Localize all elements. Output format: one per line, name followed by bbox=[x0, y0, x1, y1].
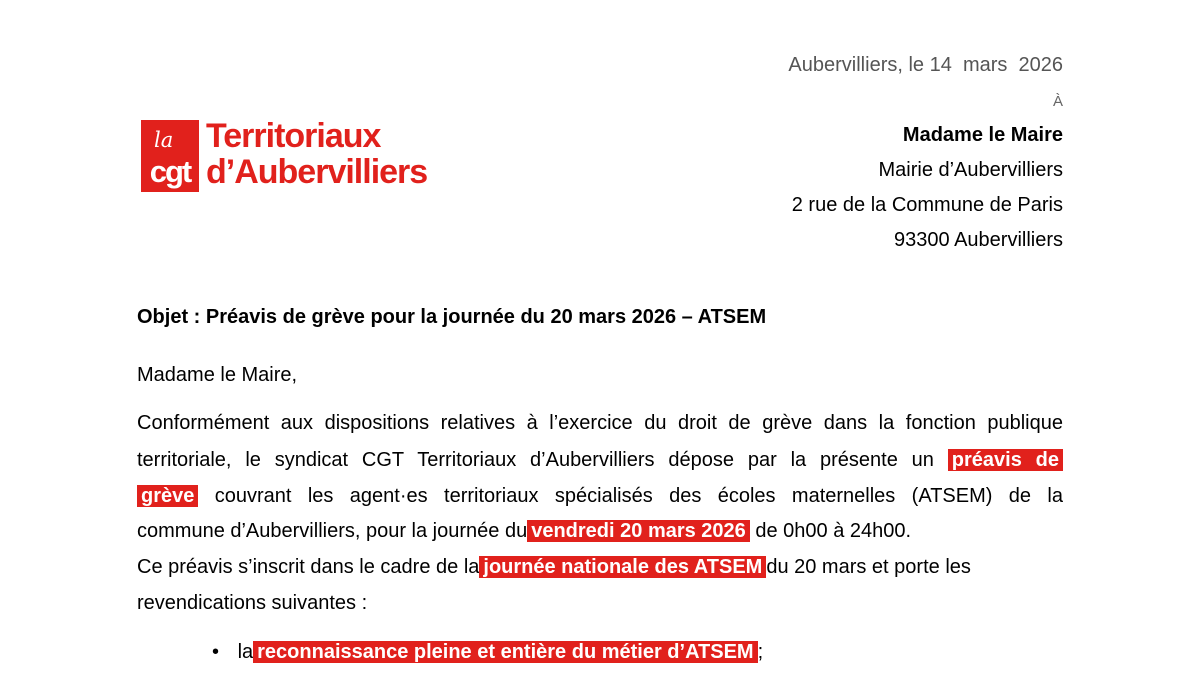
text-run: couvrant les agent·es territoriaux spécialisés des écoles maternelles (ATSEM) de la bbox=[214, 485, 1063, 507]
paragraph-line-3 bbox=[137, 485, 1063, 508]
cgt-badge bbox=[141, 120, 199, 192]
text-run: territoriale, le syndicat CGT Territoriaux d’Aubervilliers dépose par la présente un bbox=[137, 449, 934, 471]
text-run: Ce préavis s’inscrit dans le cadre de la bbox=[137, 556, 480, 578]
cgt-badge-cgt: cgt bbox=[149, 154, 191, 189]
cgt-badge-la: la bbox=[154, 128, 174, 152]
recipient-street: 2 rue de la Commune de Paris bbox=[791, 194, 1063, 216]
text-run: la bbox=[237, 641, 254, 663]
logo-line-1: Territoriaux bbox=[206, 117, 381, 155]
highlight-greve: grève bbox=[137, 485, 198, 507]
list-item bbox=[212, 641, 763, 664]
recipient-a: À bbox=[1052, 93, 1063, 110]
bullet-icon: • bbox=[212, 641, 220, 663]
text-run: ; bbox=[757, 641, 764, 663]
paragraph-line-6: revendications suivantes : bbox=[137, 592, 368, 614]
highlight-date: vendredi 20 mars 2026 bbox=[527, 520, 750, 542]
paragraph-line-1: Conformément aux dispositions relatives à l’exercice du droit de grève dans la fonction publique bbox=[137, 412, 1063, 434]
text-run: de 0h00 à 24h00. bbox=[755, 520, 912, 542]
recipient-org: Mairie d’Aubervilliers bbox=[878, 159, 1063, 181]
cgt-logo bbox=[141, 117, 461, 192]
recipient-name: Madame le Maire bbox=[902, 124, 1063, 146]
logo-name bbox=[206, 118, 427, 190]
letter-salutation: Madame le Maire, bbox=[137, 364, 298, 386]
text-run: du 20 mars et porte les bbox=[766, 556, 971, 578]
logo-line-2: d’Aubervilliers bbox=[206, 153, 428, 191]
letter-date: Aubervilliers, le 14 mars 2026 bbox=[788, 54, 1063, 76]
highlight-journee: journée nationale des ATSEM bbox=[479, 556, 766, 578]
recipient-address bbox=[792, 91, 1063, 258]
paragraph-line-5 bbox=[137, 556, 1063, 579]
letter-subject: Objet : Préavis de grève pour la journée du 20 mars 2026 – ATSEM bbox=[137, 306, 767, 328]
paragraph-line-4 bbox=[137, 520, 1063, 543]
highlight-preavis: préavis de bbox=[948, 449, 1063, 471]
text-run: commune d’Aubervilliers, pour la journée du bbox=[137, 520, 528, 542]
recipient-city: 93300 Aubervilliers bbox=[894, 229, 1063, 251]
highlight-reconnaissance: reconnaissance pleine et entière du métier d’ATSEM bbox=[253, 641, 757, 663]
paragraph-line-2 bbox=[137, 449, 1063, 472]
